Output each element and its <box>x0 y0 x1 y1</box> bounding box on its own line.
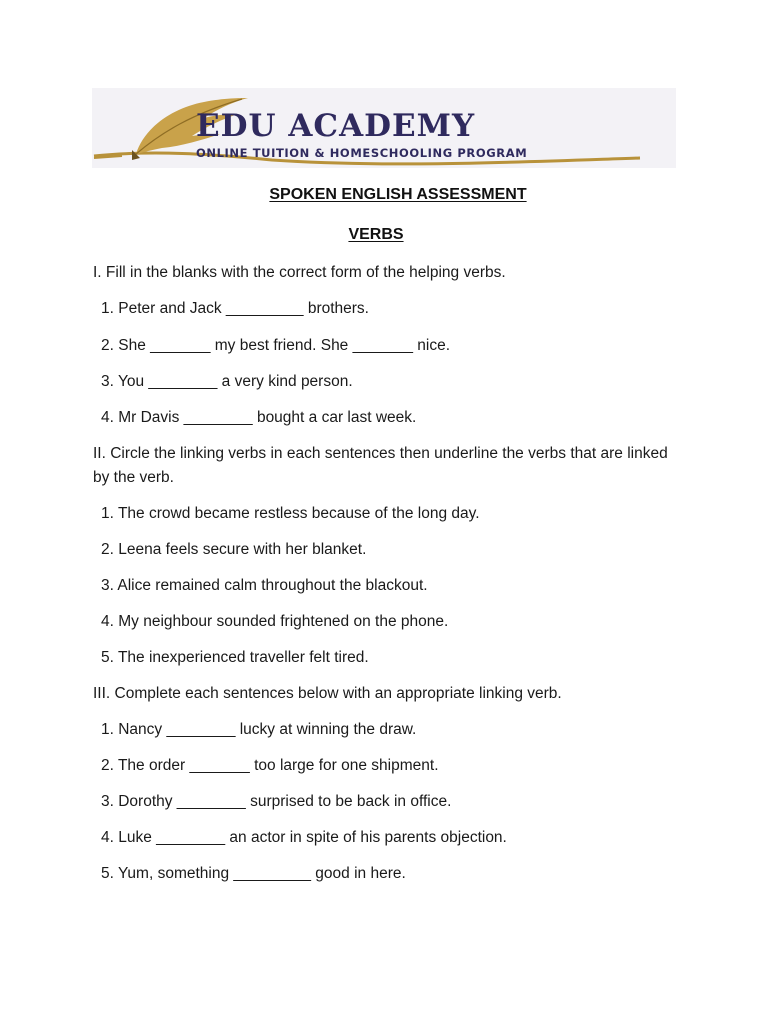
section-2-item: 3. Alice remained calm throughout the blackout. <box>101 577 428 594</box>
section-3-item: 5. Yum, something _________ good in here. <box>101 865 406 882</box>
document-subtitle: VERBS <box>348 226 404 243</box>
section-3-item: 3. Dorothy ________ surprised to be back in office. <box>101 793 452 810</box>
document-title: SPOKEN ENGLISH ASSESSMENT <box>269 186 527 203</box>
section-3-item: 4. Luke ________ an actor in spite of his parents objection. <box>101 829 507 846</box>
section-1-item: 3. You ________ a very kind person. <box>101 373 353 390</box>
section-1-item: 4. Mr Davis ________ bought a car last week. <box>101 409 417 426</box>
section-2-instruction: II. Circle the linking verbs in each sentences then underline the verbs that are linked by the verb. <box>93 445 668 486</box>
section-1-item: 1. Peter and Jack _________ brothers. <box>101 300 369 317</box>
section-2-item: 1. The crowd became restless because of the long day. <box>101 505 480 522</box>
section-3-item: 1. Nancy ________ lucky at winning the draw. <box>101 721 417 738</box>
brand-subtitle: ONLINE TUITION & HOMESCHOOLING PROGRAM <box>196 146 528 160</box>
section-2-item: 4. My neighbour sounded frightened on the phone. <box>101 613 449 630</box>
section-1-instruction: I. Fill in the blanks with the correct form of the helping verbs. <box>93 264 506 281</box>
logo-banner <box>92 88 676 168</box>
brand-title: EDU ACADEMY <box>196 108 476 144</box>
section-2-item: 2. Leena feels secure with her blanket. <box>101 541 367 558</box>
section-3-item: 2. The order _______ too large for one shipment. <box>101 757 439 774</box>
section-2-item: 5. The inexperienced traveller felt tired. <box>101 649 369 666</box>
section-3-instruction: III. Complete each sentences below with an appropriate linking verb. <box>93 685 562 702</box>
section-1-item: 2. She _______ my best friend. She _______ nice. <box>101 337 450 354</box>
